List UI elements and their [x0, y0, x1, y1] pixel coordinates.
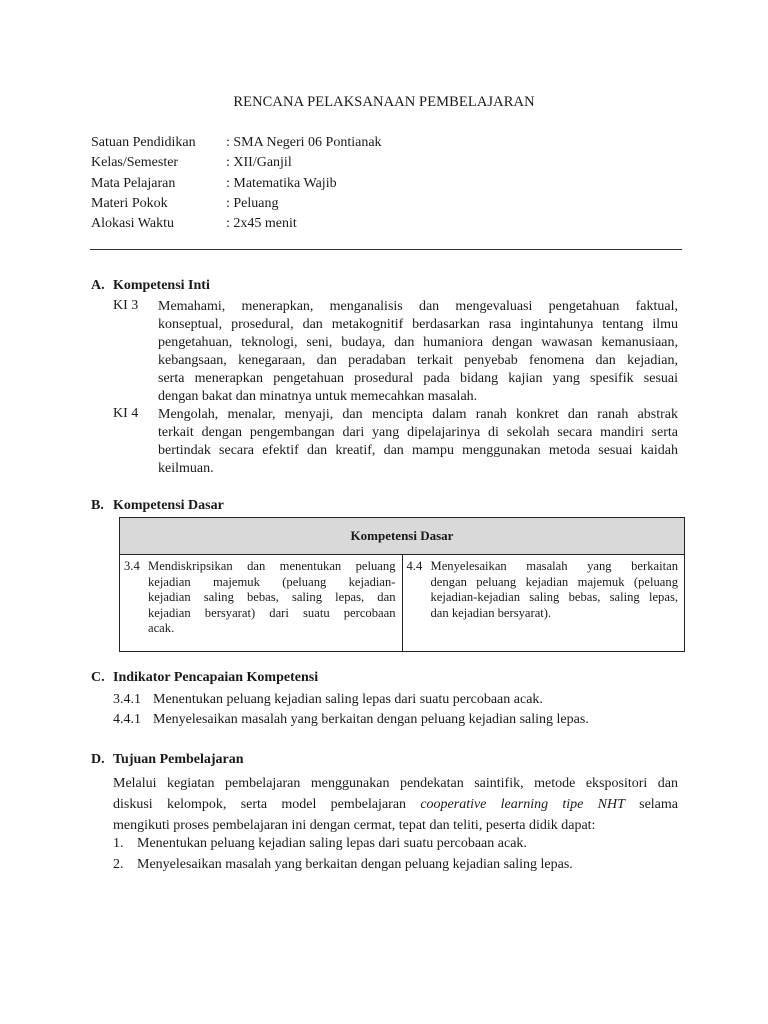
text-line: bertindak secara efektif dan kreatif, dan mampu menggunakan metoda sesuai kaidah — [158, 443, 678, 458]
text-segment: diskusi kelompok, serta model pembelajaran — [113, 797, 407, 812]
text-line: konseptual, prosedural, dan metakognitif berdasarkan rasa ingintahunya tentang ilmu — [158, 317, 678, 332]
ki-4-text — [158, 406, 678, 478]
text-line: kebangsaan, kenegaraan, dan peradaban terkait penyebab fenomena dan kejadian, — [158, 353, 678, 368]
text-line: Menyelesaikan masalah yang berkaitan — [430, 559, 678, 573]
section-d-letter: D. — [91, 752, 105, 767]
table-row — [120, 555, 685, 652]
text-line: terkait dengan pengembangan dari yang dipelajarinya di sekolah secara mandiri serta — [158, 425, 678, 440]
text-line: kejadian majemuk (peluang kejadian- — [148, 574, 396, 589]
table-cell — [120, 555, 403, 652]
identity-value: : XII/Ganjil — [226, 155, 292, 170]
section-c-title: Indikator Pencapaian Kompetensi — [113, 670, 319, 685]
section-a-letter: A. — [91, 278, 105, 293]
section-b-title: Kompetensi Dasar — [113, 498, 224, 513]
indicator-code: 4.4.1 — [113, 712, 141, 727]
text-line: Memahami, menerapkan, menganalisis dan mengevaluasi pengetahuan faktual, — [158, 299, 678, 314]
text-line: kejadian saling bebas, saling lepas, dan — [148, 590, 396, 604]
text-line: kejadian bersyarat) dari suatu percobaan — [148, 605, 396, 620]
section-c-letter: C. — [91, 670, 105, 685]
indicator-text: Menyelesaikan masalah yang berkaitan dengan peluang kejadian saling lepas. — [153, 712, 589, 727]
kd-number: 3.4 — [124, 559, 140, 573]
identity-label: Kelas/Semester — [91, 155, 179, 170]
header-divider — [90, 249, 682, 250]
text-line: Mengolah, menalar, menyaji, dan mencipta dalam ranah konkret dan ranah abstrak — [158, 407, 678, 422]
text-line: dengan bakat dan minatnya untuk memecahkan masalah. — [158, 389, 478, 404]
table-cell — [402, 555, 685, 652]
tujuan-number: 2. — [113, 857, 124, 872]
text-line: keilmuan. — [158, 461, 214, 476]
ki-3-text — [158, 298, 678, 406]
kd-number: 4.4 — [406, 559, 423, 573]
ki-code: KI 4 — [113, 406, 139, 421]
text-line: Melalui kegiatan pembelajaran menggunakan pendekatan saintifik, metode ekspositori dan — [113, 776, 678, 791]
identity-value: : Matematika Wajib — [226, 176, 337, 191]
tujuan-number: 1. — [113, 836, 124, 851]
identity-label: Materi Pokok — [91, 196, 168, 211]
page-title: RENCANA PELAKSANAAN PEMBELAJARAN — [233, 94, 535, 110]
tujuan-text: Menyelesaikan masalah yang berkaitan dengan peluang kejadian saling lepas. — [137, 857, 573, 872]
identity-value: : SMA Negeri 06 Pontianak — [226, 135, 382, 150]
table-header: Kompetensi Dasar — [120, 518, 685, 555]
identity-value: : Peluang — [226, 196, 279, 211]
text-line: dengan peluang kejadian majemuk (peluang — [430, 574, 678, 589]
identity-label: Alokasi Waktu — [91, 216, 174, 231]
text-line: Mendiskripsikan dan menentukan peluang — [148, 559, 396, 573]
text-line: kejadian-kejadian saling bebas, saling lepas, — [430, 590, 678, 604]
kompetensi-dasar-table — [119, 517, 685, 652]
text-line: pengetahuan, teknologi, seni, budaya, dan humaniora dengan wawasan kemanusiaan, — [158, 335, 678, 350]
model-name: cooperative learning tipe NHT — [420, 797, 625, 812]
text-line — [113, 794, 678, 815]
indicator-text: Menentukan peluang kejadian saling lepas dari suatu percobaan acak. — [153, 692, 543, 707]
section-b-letter: B. — [91, 498, 104, 513]
text-line: mengikuti proses pembelajaran ini dengan cermat, tepat dan teliti, peserta didik dapat: — [113, 818, 596, 833]
identity-value: : 2x45 menit — [226, 216, 297, 231]
tujuan-text: Menentukan peluang kejadian saling lepas dari suatu percobaan acak. — [137, 836, 527, 851]
identity-label: Mata Pelajaran — [91, 176, 176, 191]
identity-label: Satuan Pendidikan — [91, 135, 196, 150]
text-line: acak. — [148, 621, 175, 635]
ki-code: KI 3 — [113, 298, 139, 313]
text-line: serta menerapkan pengetahuan prosedural pada bidang kajian yang spesifik sesuai — [158, 371, 678, 386]
text-segment: selama — [639, 797, 678, 812]
section-d-title: Tujuan Pembelajaran — [113, 752, 244, 767]
text-line: dan kejadian bersyarat). — [430, 605, 552, 620]
section-a-title: Kompetensi Inti — [113, 278, 210, 293]
indicator-code: 3.4.1 — [113, 692, 141, 707]
tujuan-paragraph — [113, 773, 678, 836]
